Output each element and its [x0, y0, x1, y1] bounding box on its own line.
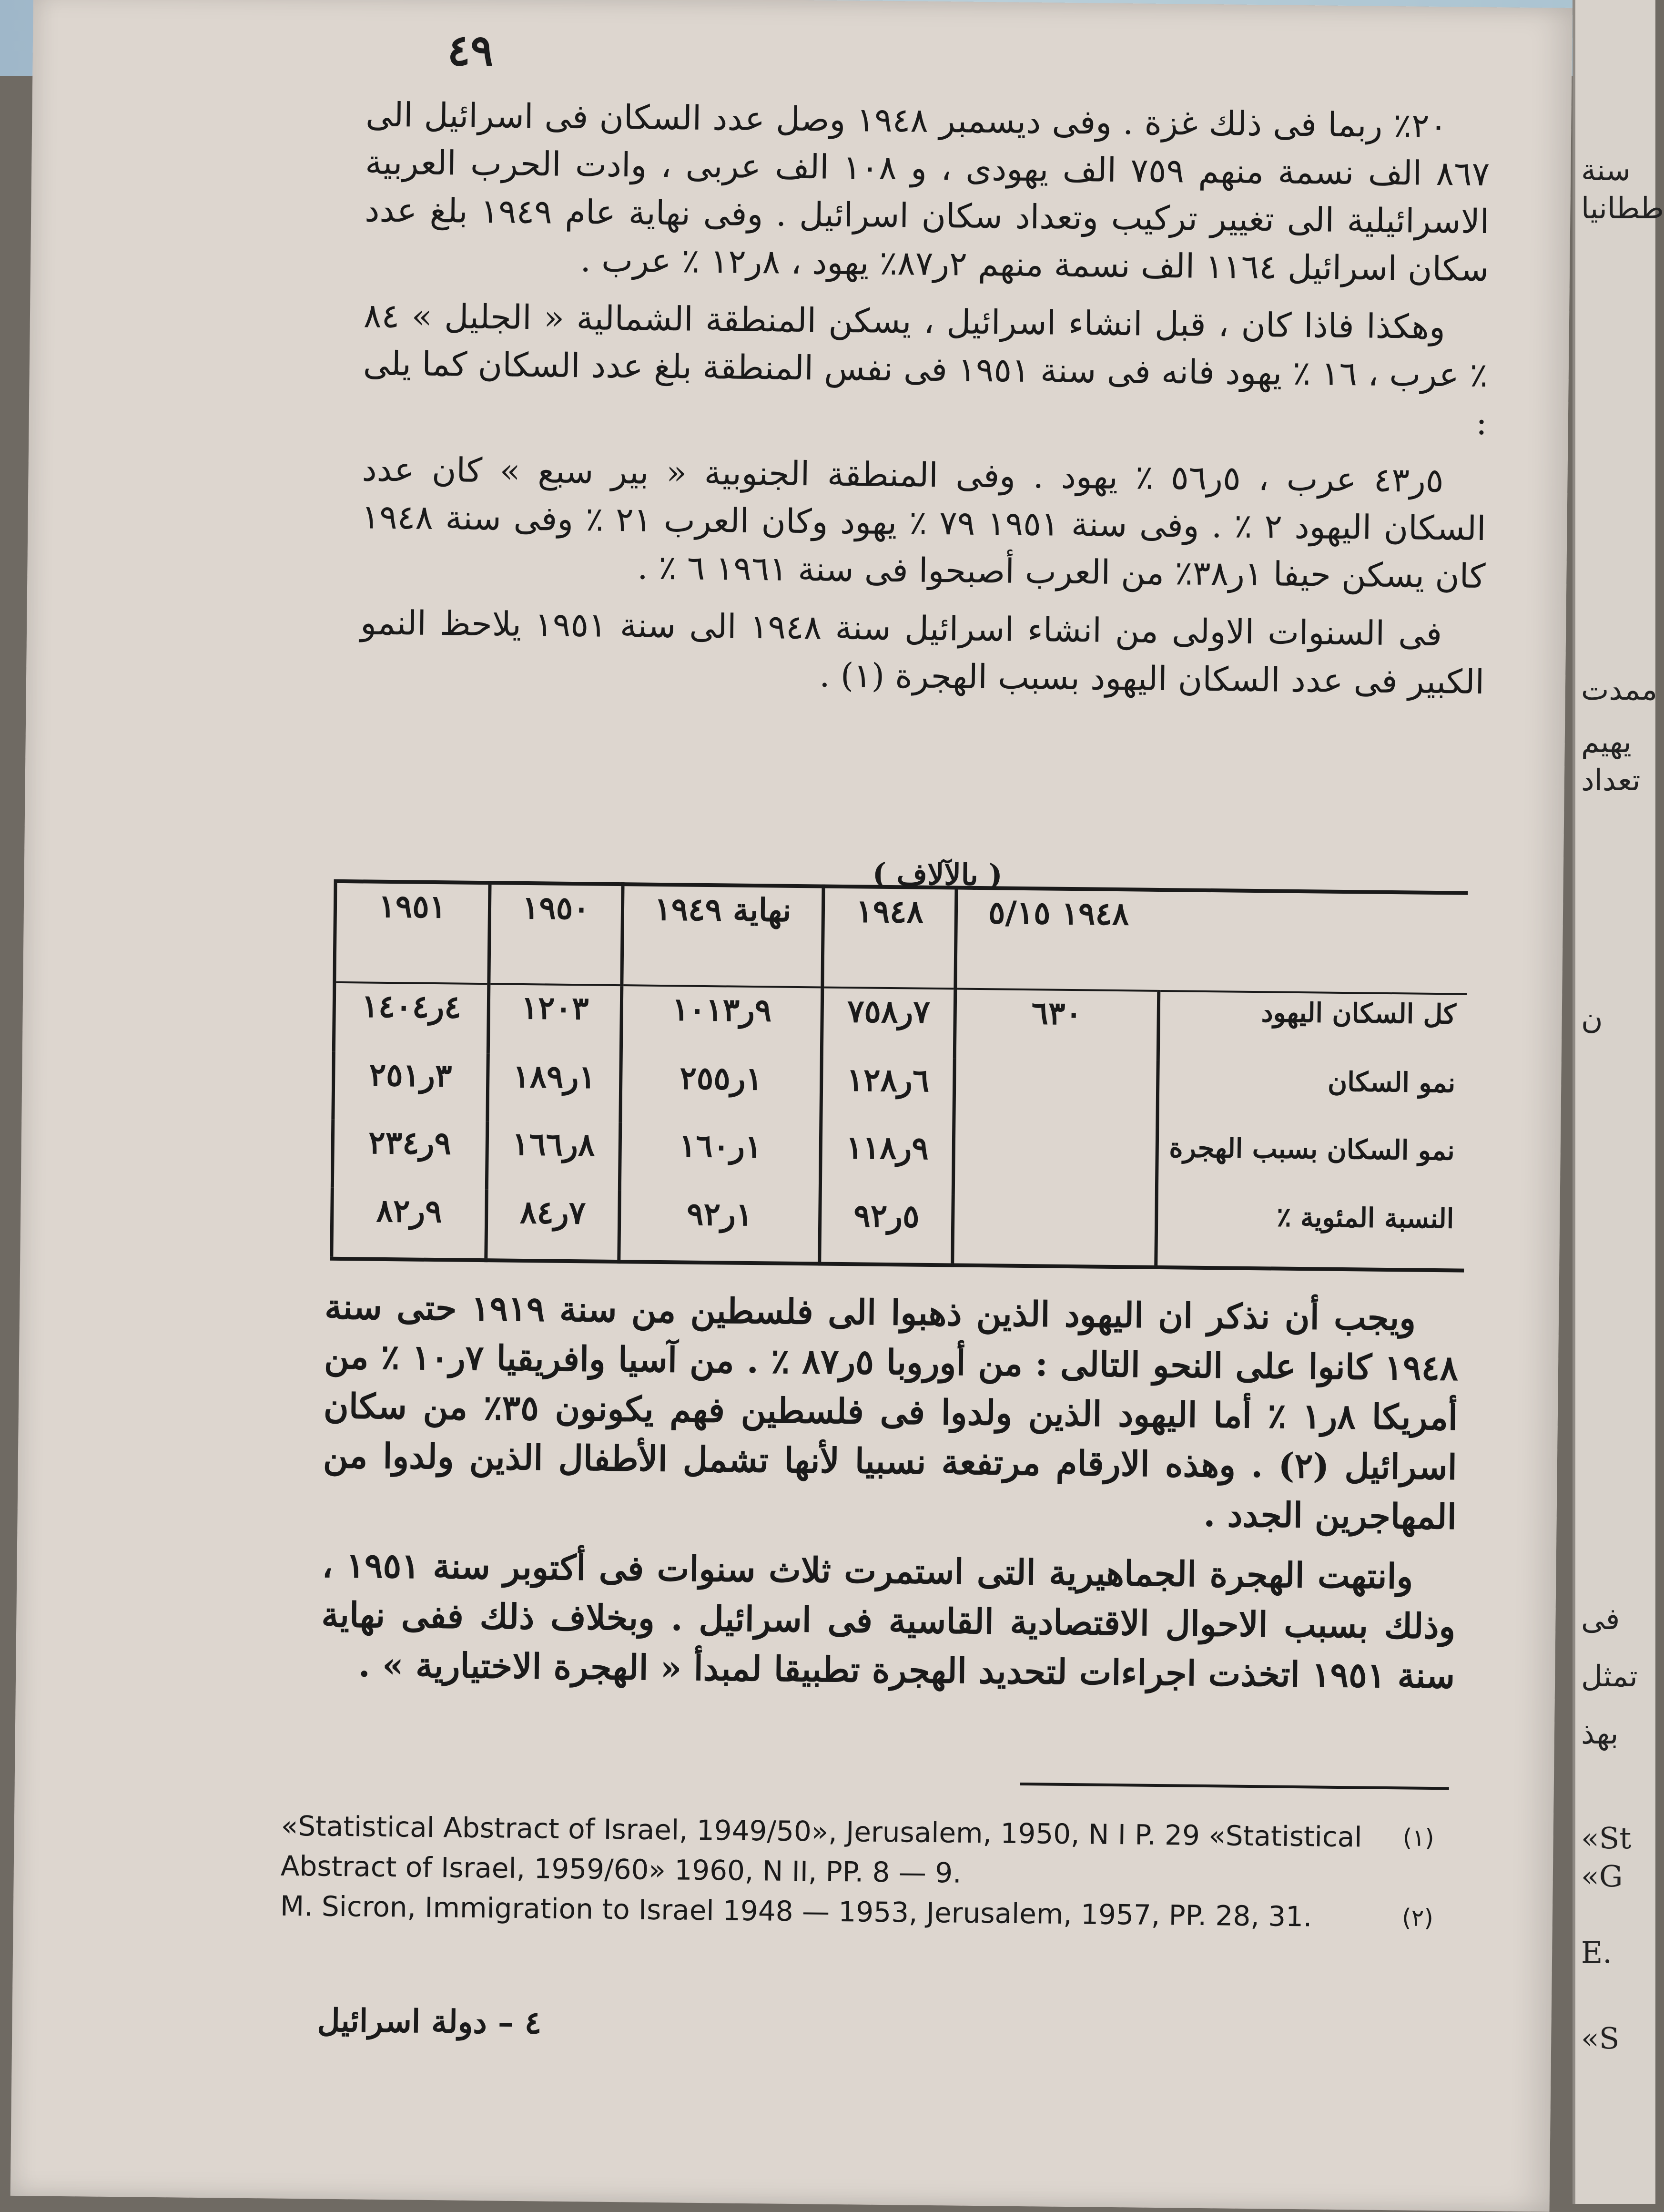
- table-cell: ١ر٩٢: [619, 1191, 820, 1264]
- footnote-divider: [1020, 1783, 1449, 1790]
- table-cell: ٤ر١٤٠٤: [334, 982, 488, 1053]
- table-cell: ١ر٢٥٥: [620, 1055, 822, 1125]
- table-cell: ٩ر٨٢: [332, 1188, 487, 1260]
- footnotes: [280, 1806, 1435, 1938]
- adjacent-page-fragment: فى: [1581, 1601, 1620, 1636]
- paragraph: وانتهت الهجرة الجماهيرية التى استمرت ثلاث سنوات فى أكتوبر سنة ١٩٥١ ، وذلك بسبب الاحوال الاقتصادية القاسية فى اسرائيل . وبخلاف ذلك ففى نهاية سنة ١٩٥١ اتخذت اجراءات لتحديد الهجرة تطبيقا لمبدأ « الهجرة الاختيارية » .: [321, 1544, 1456, 1696]
- footnote-text: «Statistical Abstract of Israel, 1949/50», Jerusalem, 1950, N I P. 29 «Statistical Abstract of Israel, 1959/60» 1960, N II, PP. 8 — 9.: [280, 1809, 1362, 1889]
- row-label: النسبة المئوية ٪: [1156, 1196, 1464, 1271]
- adjacent-page-fragment: ططانيا: [1581, 191, 1664, 225]
- adjacent-page-fragment: «S: [1581, 2021, 1620, 2056]
- table-cell: [954, 1058, 1158, 1128]
- table-cell: ٣ر٢٥١: [333, 1052, 488, 1121]
- table-cell: ٦٣٠: [955, 989, 1159, 1060]
- adjacent-page-fragment: «St: [1581, 1821, 1632, 1855]
- table-cell: ٧ر٧٥٨: [822, 988, 955, 1059]
- table-cell: ٧ر٨٤: [486, 1189, 619, 1262]
- table-cell: [953, 1194, 1157, 1267]
- table-cell: [954, 1126, 1157, 1196]
- footnote-marker: (١): [1402, 1824, 1434, 1852]
- table-header-row: [335, 881, 1468, 994]
- adjacent-page-edge: [1573, 0, 1664, 2204]
- table-cell: ٨ر١٦٦: [487, 1121, 620, 1191]
- table-header-blank: [1158, 890, 1468, 994]
- paragraph: ويجب أن نذكر ان اليهود الذين ذهبوا الى فلسطين من سنة ١٩١٩ حتى سنة ١٩٤٨ كانوا على النحو التالى : من أوروبا ٥ر٨٧ ٪ . من آسيا وافريقيا ٧ر١٠ ٪ من أمريكا ٨ر١ ٪ أما اليهود الذين ولدوا فى فلسطين فهم يكونون ٣٥٪ من سكان اسرائيل (٢) . وهذه الارقام مرتفعة نسبيا لأنها تشمل الأطفال الذين ولدوا من المهاجرين الجدد .: [323, 1286, 1459, 1537]
- table-row: [332, 1188, 1465, 1271]
- table-cell: ٥ر٩٢: [820, 1193, 954, 1265]
- page-number: ٤٩: [447, 25, 494, 76]
- row-label: نمو السكان: [1157, 1060, 1466, 1131]
- paragraph: ٢٠٪ ربما فى ذلك غزة . وفى ديسمبر ١٩٤٨ وصل عدد السكان فى اسرائيل الى ٨٦٧ الف نسمة منهم ٧٥٩ الف يهودى ، و ١٠٨ الف عربى ، وادت الحرب العربية الاسرائيلية الى تغيير تركيب وتعداد سكان اسرائيل . وفى نهاية عام ١٩٤٩ بلغ عدد سكان اسرائيل ١١٦٤ الف نسمة منهم ٢ر٨٧٪ يهود ، ٨ر١٢ ٪ عرب .: [364, 95, 1490, 289]
- table-unit-caption: ( بالآلاف ): [872, 856, 1003, 893]
- paragraph: فى السنوات الاولى من انشاء اسرائيل سنة ١٩٤٨ الى سنة ١٩٥١ يلاحظ النمو الكبير فى عدد السكان اليهود بسبب الهجرة (١) .: [360, 603, 1485, 702]
- population-table: [330, 879, 1468, 1273]
- table-row: [332, 1120, 1465, 1200]
- table-cell: ٩ر١٠١٣: [621, 985, 822, 1057]
- table-cell: ٦ر١٢٨: [821, 1057, 955, 1126]
- adjacent-page-fragment: «G: [1581, 1859, 1623, 1894]
- adjacent-page-fragment: يهيم: [1581, 724, 1632, 759]
- table-header-cell: ١٩٤٨ ٥/١٥: [955, 887, 1159, 990]
- table-header-cell: ١٩٥٠: [488, 883, 623, 985]
- adjacent-page-fragment: E.: [1581, 1935, 1612, 1970]
- body-text-top: [359, 91, 1490, 716]
- adjacent-page-fragment: سنة: [1581, 153, 1631, 187]
- table-header-cell: ١٩٥١: [335, 881, 490, 984]
- table-cell: ١ر١٦٠: [619, 1123, 821, 1193]
- table-header-cell: ١٩٤٨: [822, 887, 957, 989]
- body-text-bottom: [321, 1282, 1459, 1712]
- adjacent-page-fragment: بهذ: [1581, 1716, 1619, 1751]
- table-row: [334, 982, 1467, 1064]
- table-cell: ١ر١٨٩: [487, 1053, 621, 1123]
- footnote-marker: (٢): [1401, 1904, 1434, 1932]
- footnote-text: M. Sicron, Immigration to Israel 1948 — 1953, Jerusalem, 1957, PP. 28, 31.: [280, 1889, 1312, 1933]
- table-cell: ١٢٠٣: [488, 984, 622, 1055]
- book-page: [10, 0, 1573, 2212]
- adjacent-page-fragment: تمثل: [1581, 1659, 1638, 1693]
- table-header-cell: نهاية ١٩٤٩: [622, 884, 823, 987]
- row-label: نمو السكان بسبب الهجرة: [1157, 1128, 1465, 1199]
- footnote: [281, 1806, 1435, 1898]
- adjacent-page-fragment: تعداد: [1581, 763, 1641, 797]
- adjacent-page-fragment: ن: [1581, 1001, 1603, 1036]
- paragraph: وهكذا فاذا كان ، قبل انشاء اسرائيل ، يسكن المنطقة الشمالية « الجليل » ٨٤ ٪ عرب ، ١٦ ٪ يهود فانه فى سنة ١٩٥١ فى نفس المنطقة بلغ عدد السكان كما يلى :: [363, 296, 1488, 443]
- row-label: كل السكان اليهود: [1158, 991, 1467, 1064]
- table-cell: ٩ر١١٨: [820, 1125, 954, 1194]
- running-footer: ٤ – دولة اسرائيل: [317, 2001, 542, 2041]
- table-row: [333, 1052, 1466, 1132]
- adjacent-page-fragment: ممدت: [1581, 672, 1657, 707]
- paragraph: ٥ر٤٣ عرب ، ٥ر٥٦ ٪ يهود . وفى المنطقة الجنوبية « بير سبع » كان عدد السكان اليهود ٢ ٪ . وفى سنة ١٩٥١ ٧٩ ٪ يهود وكان العرب ٢١ ٪ وفى سنة ١٩٤٨ كان يسكن حيفا ١ر٣٨٪ من العرب أصبحوا فى سنة ١٩٦١ ٦ ٪ .: [361, 449, 1486, 596]
- table-cell: ٩ر٢٣٤: [332, 1120, 487, 1189]
